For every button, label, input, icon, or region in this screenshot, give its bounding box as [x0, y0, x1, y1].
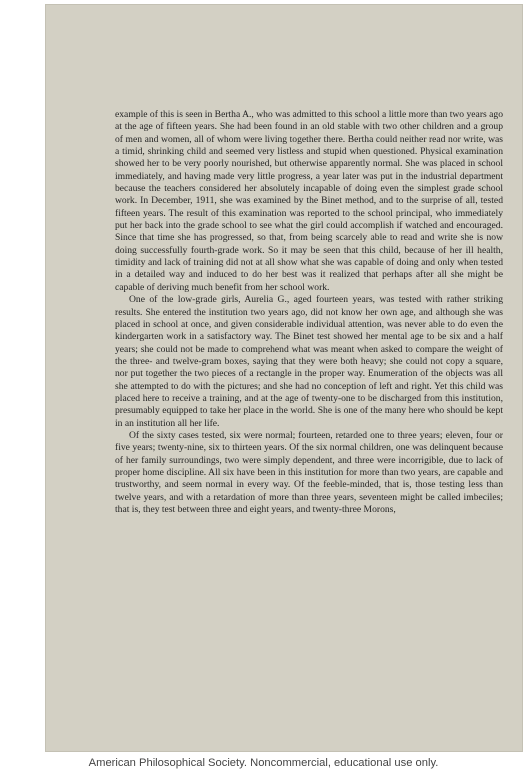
copyright-footer: American Philosophical Society. Noncommercial, educational use only.	[88, 757, 439, 769]
document-page	[45, 4, 523, 752]
paragraph-sixty-cases: Of the sixty cases tested, six were normal; fourteen, retarded one to three years; eleven, four or five years; twenty-nine, six to thirteen years. Of the six normal children, one was delinquent because of her family surroundings, two were simply dependent, and three were incorrigible, due to lack of proper home discipline. All six have been in this institution for more than two years, are capable and trustworthy, and seem normal in every way. Of the feeble-minded, that is, those testing less than twelve years, and with a retardation of more than three years, seventeen might be called imbeciles; that is, they test between three and eight years, and twenty-three Morons,	[115, 429, 503, 515]
body-text	[115, 109, 503, 516]
paragraph-bertha: example of this is seen in Bertha A., who was admitted to this school a little more than two years ago at the age of fifteen years. She had been found in an old stable with two other children and a group of men and women, all of whom were living together there. Bertha could neither read nor write, was a timid, shrinking child and seemed very listless and stupid when questioned. Physical examination showed her to be very poorly nourished, but otherwise apparently normal. She was placed in school immediately, and having made very little progress, a year later was put in the industrial department because the teachers considered her absolutely incapable of doing even the simplest grade school work. In December, 1911, she was examined by the Binet method, and to the surprise of all, tested fifteen years. The result of this examination was reported to the school principal, who immediately put her back into the grade school to see what the girl could accomplish if watched and encouraged. Since that time she has progressed, so that, from being scarcely able to read and write she is now doing successfully fourth-grade work. So it may be seen that this child, because of her ill health, timidity and lack of training did not at all show what she was capable of doing and only when tested in a detailed way and induced to do her best was it realized that perhaps after all she might be capable of deriving much benefit from her school work.	[115, 109, 503, 293]
paragraph-aurelia: One of the low-grade girls, Aurelia G., aged fourteen years, was tested with rather striking results. She entered the institution two years ago, did not know her own age, and although she was placed in school at once, and given considerable individual attention, was never able to do even the kindergarten work in a satisfactory way. The Binet test showed her mental age to be six and a half years; she could not be made to comprehend what was meant when asked to compare the weight of the three- and twelve-gram boxes, saying that they were both heavy; she could not copy a square, nor put together the two pieces of a rectangle in the proper way. Enumeration of the objects was all she attempted to do with the pictures; and she had no conception of left and right. Yet this child was placed here to receive a training, and at the age of twenty-one to be discharged from this institution, presumably equipped to take her place in the world. She is one of the many here who should be kept in an institution all her life.	[115, 294, 503, 429]
